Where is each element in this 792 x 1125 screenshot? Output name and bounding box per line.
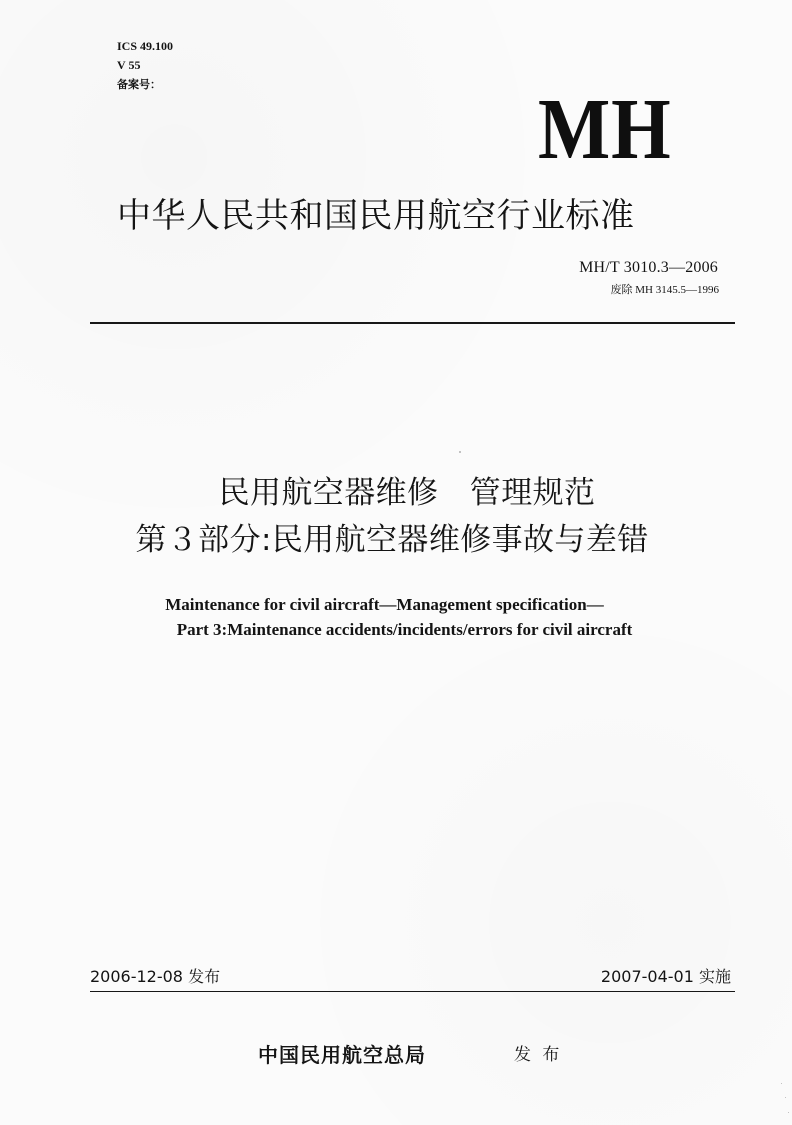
publish-label: 发 布 bbox=[514, 1045, 563, 1065]
scan-speck bbox=[781, 1083, 782, 1084]
bottom-divider bbox=[90, 991, 735, 992]
scan-speck bbox=[459, 451, 461, 453]
v-code: V 55 bbox=[117, 58, 141, 72]
filing-number-label: 备案号： bbox=[117, 78, 161, 91]
ics-code: ICS 49.100 bbox=[117, 39, 174, 53]
document-title-zh-line-1: 民用航空器维修 管理规范 bbox=[218, 475, 596, 511]
document-title-en-line-2: Part 3:Maintenance accidents/incidents/errors for civil aircraft bbox=[176, 620, 633, 639]
standard-number: MH/T 3010.3—2006 bbox=[579, 259, 718, 276]
issue-date: 2006-12-08 发布 bbox=[90, 967, 221, 986]
document-title-zh-line-2: 第３部分:民用航空器维修事故与差错 bbox=[135, 522, 649, 558]
scan-speck bbox=[788, 1112, 789, 1113]
implementation-date: 2007-04-01 实施 bbox=[600, 967, 731, 986]
replaces-standard: 废除 MH 3145.5—1996 bbox=[610, 284, 719, 296]
issuing-authority: 中国民用航空总局 bbox=[258, 1043, 426, 1067]
document-title-en-line-1: Maintenance for civil aircraft—Management specification— bbox=[165, 595, 604, 614]
industry-standard-title: 中华人民共和国民用航空行业标准 bbox=[117, 196, 635, 236]
scan-speck bbox=[785, 1097, 786, 1098]
classification-block bbox=[117, 37, 173, 94]
mh-logo: MH bbox=[538, 80, 672, 177]
top-divider bbox=[90, 322, 735, 324]
